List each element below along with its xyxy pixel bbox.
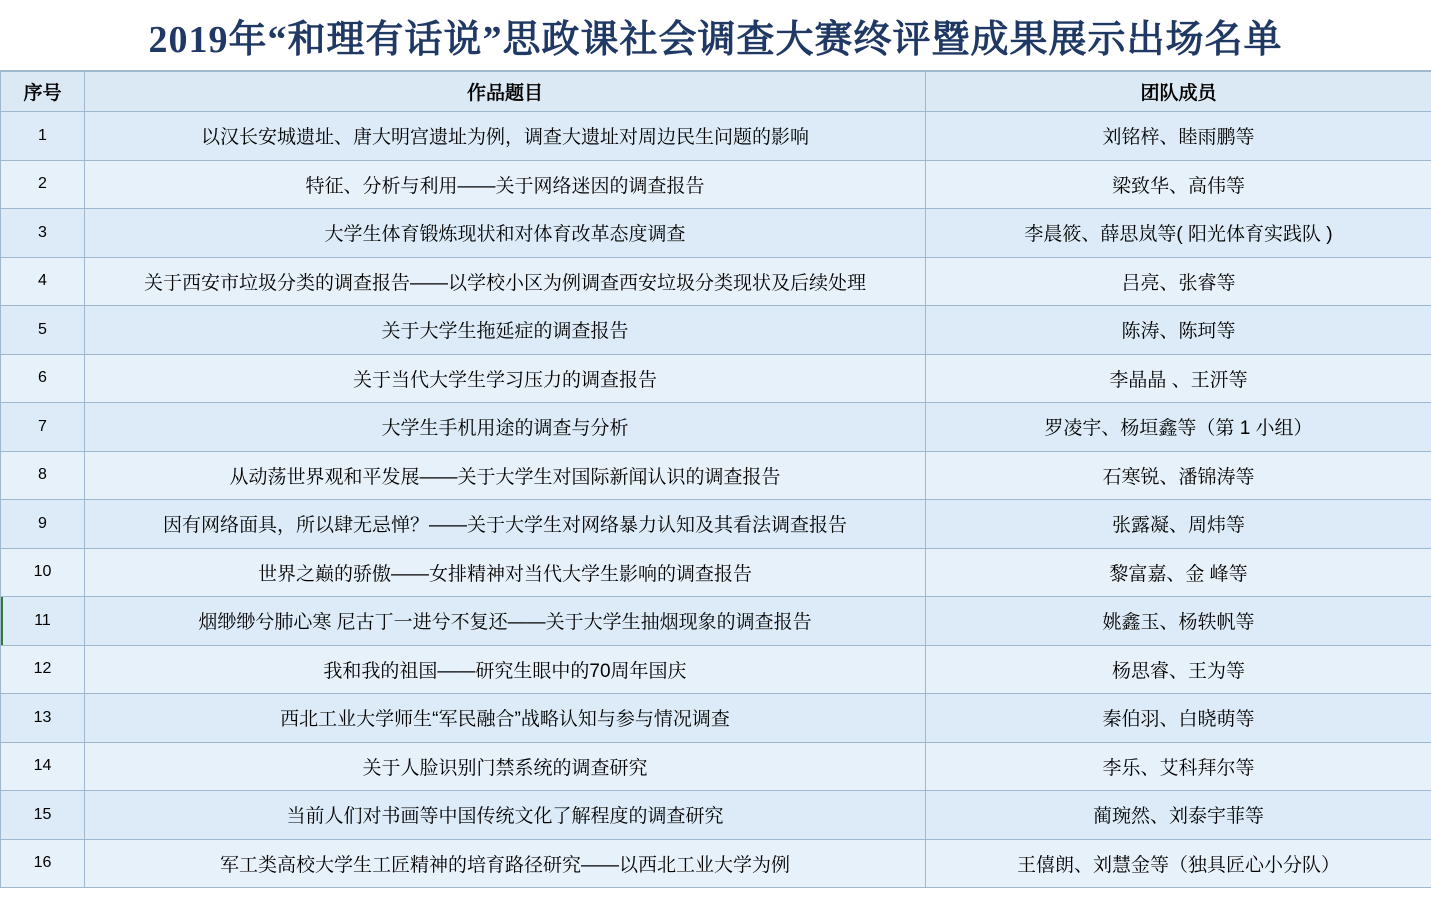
cell-work-title[interactable]: 大学生体育锻炼现状和对体育改革态度调查: [85, 209, 926, 258]
cell-seq[interactable]: 8: [1, 451, 85, 500]
cell-seq[interactable]: 1: [1, 112, 85, 161]
table-row[interactable]: [1, 160, 1431, 209]
cell-work-title[interactable]: 西北工业大学师生“军民融合”战略认知与参与情况调查: [85, 694, 926, 743]
cell-work-title[interactable]: 以汉长安城遗址、唐大明宫遗址为例，调查大遗址对周边民生问题的影响: [85, 112, 926, 161]
table-header: [1, 72, 1431, 112]
table-row[interactable]: [1, 306, 1431, 355]
cell-seq[interactable]: 9: [1, 500, 85, 549]
table-row[interactable]: [1, 112, 1431, 161]
table-body: [1, 112, 1431, 888]
table-row[interactable]: [1, 500, 1431, 549]
cell-seq[interactable]: 3: [1, 209, 85, 258]
cell-work-title[interactable]: 从动荡世界观和平发展——关于大学生对国际新闻认识的调查报告: [85, 451, 926, 500]
table-row[interactable]: [1, 597, 1431, 646]
cell-team[interactable]: 刘铭梓、睦雨鹏等: [926, 112, 1431, 161]
cell-work-title[interactable]: 大学生手机用途的调查与分析: [85, 403, 926, 452]
cell-seq[interactable]: 6: [1, 354, 85, 403]
cell-team[interactable]: 罗凌宇、杨垣鑫等（第 1 小组）: [926, 403, 1431, 452]
cell-team[interactable]: 姚鑫玉、杨轶帆等: [926, 597, 1431, 646]
table-row[interactable]: [1, 645, 1431, 694]
table-row[interactable]: [1, 839, 1431, 888]
cell-work-title[interactable]: 关于人脸识别门禁系统的调查研究: [85, 742, 926, 791]
cell-seq[interactable]: 4: [1, 257, 85, 306]
cell-work-title[interactable]: 军工类高校大学生工匠精神的培育路径研究——以西北工业大学为例: [85, 839, 926, 888]
cell-work-title[interactable]: 当前人们对书画等中国传统文化了解程度的调查研究: [85, 791, 926, 840]
participants-table: [0, 71, 1431, 888]
cell-seq[interactable]: 15: [1, 791, 85, 840]
table-row[interactable]: [1, 257, 1431, 306]
cell-team[interactable]: 王僖朗、刘慧金等（独具匠心小分队）: [926, 839, 1431, 888]
cell-team[interactable]: 石寒锐、潘锦涛等: [926, 451, 1431, 500]
cell-work-title[interactable]: 关于西安市垃圾分类的调查报告——以学校小区为例调查西安垃圾分类现状及后续处理: [85, 257, 926, 306]
cell-team[interactable]: 杨思睿、王为等: [926, 645, 1431, 694]
cell-seq[interactable]: 16: [1, 839, 85, 888]
page-title: 2019年“和理有话说”思政课社会调查大赛终评暨成果展示出场名单: [148, 18, 1283, 61]
cell-team[interactable]: 张露凝、周炜等: [926, 500, 1431, 549]
table-row[interactable]: [1, 354, 1431, 403]
cell-work-title[interactable]: 烟缈缈兮肺心寒 尼古丁一进兮不复还——关于大学生抽烟现象的调查报告: [85, 597, 926, 646]
table-row[interactable]: [1, 694, 1431, 743]
cell-team[interactable]: 吕亮、张睿等: [926, 257, 1431, 306]
cell-work-title[interactable]: 世界之巅的骄傲——女排精神对当代大学生影响的调查报告: [85, 548, 926, 597]
table-row[interactable]: [1, 548, 1431, 597]
document-title-row: [0, 0, 1431, 71]
column-header-work-title: 作品题目: [85, 72, 926, 112]
table-row[interactable]: [1, 742, 1431, 791]
cell-seq[interactable]: 13: [1, 694, 85, 743]
cell-team[interactable]: 黎富嘉、金 峰等: [926, 548, 1431, 597]
cell-work-title[interactable]: 关于大学生拖延症的调查报告: [85, 306, 926, 355]
cell-team[interactable]: 梁致华、高伟等: [926, 160, 1431, 209]
table-row[interactable]: [1, 451, 1431, 500]
table-row[interactable]: [1, 791, 1431, 840]
table-header-row: [1, 72, 1431, 112]
cell-work-title[interactable]: 特征、分析与利用——关于网络迷因的调查报告: [85, 160, 926, 209]
cell-team[interactable]: 李晶晶 、王汧等: [926, 354, 1431, 403]
column-header-team: 团队成员: [926, 72, 1431, 112]
cell-seq[interactable]: 14: [1, 742, 85, 791]
table-row[interactable]: [1, 209, 1431, 258]
cell-seq[interactable]: 7: [1, 403, 85, 452]
cell-team[interactable]: 李晨筱、薛思岚等( 阳光体育实践队 ): [926, 209, 1431, 258]
column-header-seq: 序号: [1, 72, 85, 112]
cell-seq[interactable]: 12: [1, 645, 85, 694]
cell-team[interactable]: 秦伯羽、白晓萌等: [926, 694, 1431, 743]
cell-seq[interactable]: 5: [1, 306, 85, 355]
cell-team[interactable]: 蔺琬然、刘泰宇菲等: [926, 791, 1431, 840]
cell-seq[interactable]: 10: [1, 548, 85, 597]
cell-work-title[interactable]: 关于当代大学生学习压力的调查报告: [85, 354, 926, 403]
cell-seq[interactable]: 2: [1, 160, 85, 209]
cell-seq[interactable]: 11: [1, 597, 85, 646]
table-row[interactable]: [1, 403, 1431, 452]
cell-work-title[interactable]: 因有网络面具，所以肆无忌惮？——关于大学生对网络暴力认知及其看法调查报告: [85, 500, 926, 549]
cell-team[interactable]: 陈涛、陈珂等: [926, 306, 1431, 355]
cell-team[interactable]: 李乐、艾科拜尔等: [926, 742, 1431, 791]
cell-work-title[interactable]: 我和我的祖国——研究生眼中的70周年国庆: [85, 645, 926, 694]
